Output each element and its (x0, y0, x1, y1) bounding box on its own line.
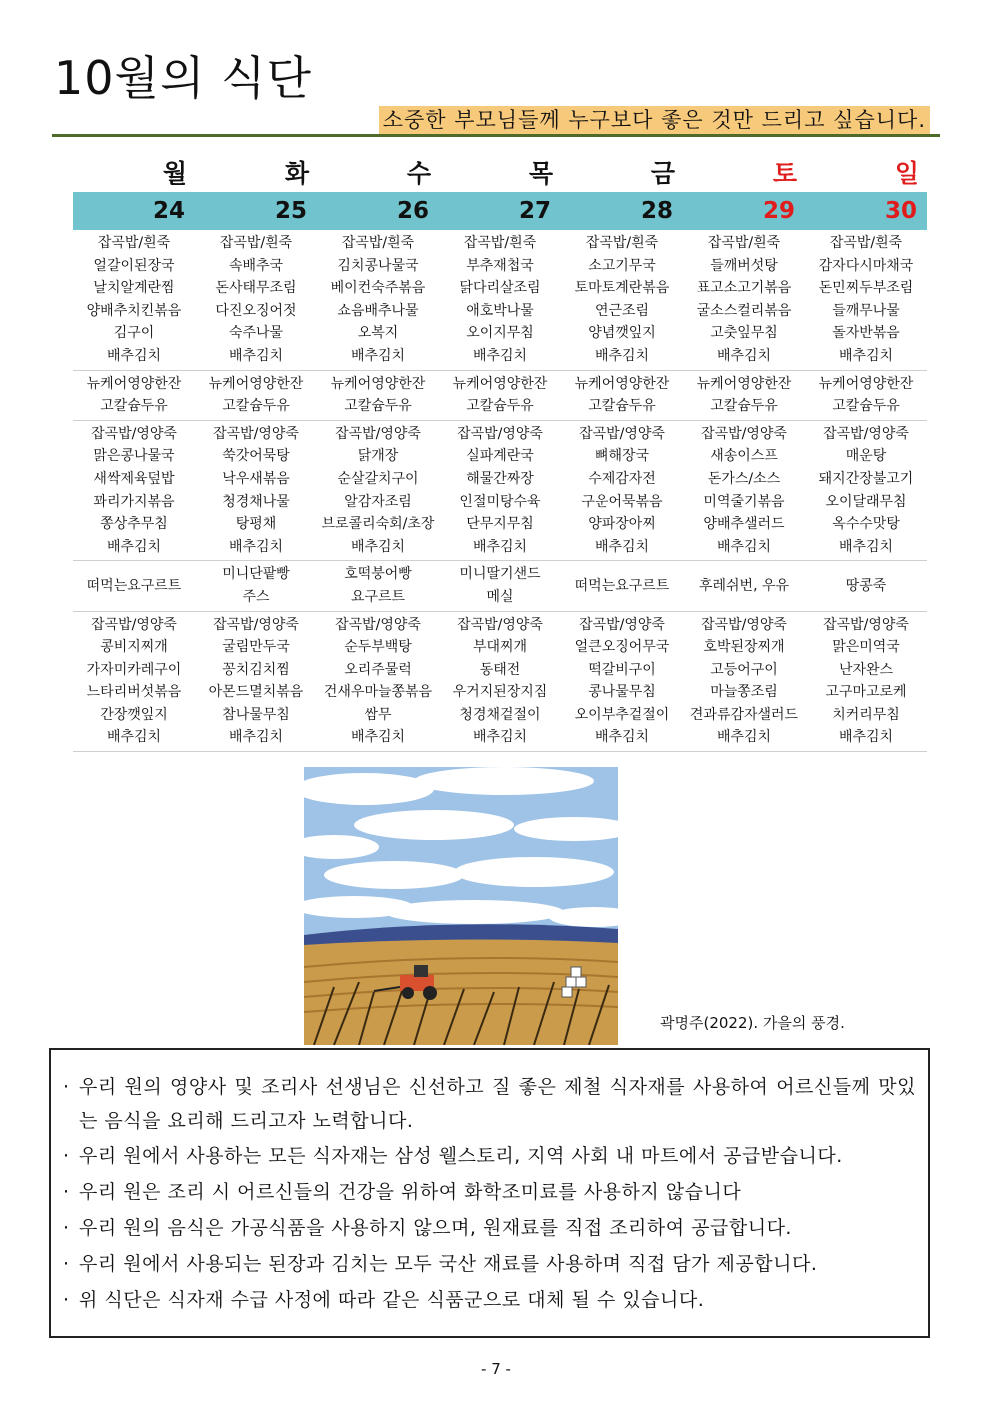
menu-item: 알감자조림 (344, 493, 412, 510)
menu-item: 탕평채 (235, 516, 277, 533)
meal-row-breakfast (73, 230, 927, 370)
menu-item: 고칼슘두유 (100, 398, 168, 415)
note-text: 우리 원은 조리 시 어르신들의 건강을 위하여 화학조미료를 사용하지 않습니다 (79, 1181, 742, 1203)
menu-item: 순두부백탕 (344, 639, 412, 656)
menu-item: 오이지무침 (466, 325, 534, 342)
meal-row-afternoon-snack (73, 561, 927, 611)
menu-item: 배추김치 (472, 729, 528, 746)
menu-cell (317, 611, 439, 752)
menu-item: 구운어묵볶음 (581, 493, 663, 510)
note-text: 우리 원의 영양사 및 조리사 선생님은 신선하고 질 좋은 제철 식자재를 사용하여 어르신들께 맛있는 음식을 요리해 드리고자 노력합니다. (79, 1076, 916, 1132)
menu-item: 잡곡밥/흰죽 (585, 235, 659, 251)
menu-item: 부추재첩국 (466, 257, 534, 274)
day-name-6: 일 (894, 159, 919, 188)
menu-item: 굴림만두국 (222, 639, 290, 656)
autumn-landscape-painting (304, 767, 618, 1045)
menu-cell (561, 611, 683, 752)
menu-item: 고춧잎무침 (710, 325, 778, 342)
menu-cell (73, 420, 195, 561)
menu-item: 호박된장찌개 (703, 639, 785, 656)
menu-item: 땅콩죽 (845, 577, 887, 594)
notes-box (49, 1048, 930, 1338)
note-text: 우리 원의 음식은 가공식품을 사용하지 않으며, 원재료를 직접 조리하여 공급합니다. (79, 1217, 792, 1239)
bullet-icon: · (63, 1076, 70, 1098)
menu-item: 미역줄기볶음 (703, 493, 785, 510)
menu-item: 김치콩나물국 (337, 257, 419, 274)
menu-cell (73, 230, 195, 370)
note-item (65, 1210, 916, 1246)
date-3: 27 (439, 192, 561, 230)
day-name-0: 월 (162, 159, 187, 188)
menu-item: 부대찌개 (472, 639, 528, 656)
menu-item: 배추김치 (716, 538, 772, 555)
menu-item: 잡곡밥/영양죽 (213, 616, 299, 633)
menu-item: 쫑상추무침 (100, 516, 168, 533)
menu-cell (195, 420, 317, 561)
menu-cell (805, 611, 927, 752)
menu-item: 실파계란국 (466, 448, 534, 465)
menu-item: 맑은콩나물국 (93, 448, 175, 465)
menu-item: 고칼슘두유 (588, 398, 656, 415)
menu-item: 고칼슘두유 (222, 398, 290, 415)
menu-item: 감자다시마채국 (818, 257, 914, 274)
bullet-icon: · (63, 1289, 70, 1311)
menu-item: 호떡붕어빵 (344, 566, 412, 583)
menu-cell (805, 561, 927, 611)
menu-item: 뉴케어영양한잔 (818, 375, 914, 392)
menu-cell (805, 370, 927, 420)
menu-item: 양파장아찌 (588, 516, 656, 533)
menu-cell (439, 611, 561, 752)
menu-item: 배추김치 (228, 347, 284, 364)
date-row (73, 192, 927, 230)
menu-item: 후레쉬번, 우유 (698, 577, 790, 594)
day-name-row (73, 152, 927, 192)
menu-item: 양배추치킨볶음 (86, 302, 182, 319)
menu-item: 잡곡밥/흰죽 (97, 235, 171, 251)
menu-item: 배추김치 (350, 729, 406, 746)
menu-item: 잡곡밥/흰죽 (219, 235, 293, 251)
menu-item: 새싹제육덮밥 (93, 470, 175, 487)
note-text: 우리 원에서 사용되는 된장과 김치는 모두 국산 재료를 사용하며 직접 담가 제공합니다. (79, 1253, 818, 1275)
menu-cell (317, 420, 439, 561)
menu-item: 돈사태무조림 (215, 280, 297, 297)
menu-item: 단무지무침 (466, 516, 534, 533)
menu-item: 배추김치 (472, 538, 528, 555)
menu-cell (439, 561, 561, 611)
menu-item: 오복지 (357, 325, 399, 342)
menu-item: 김구이 (113, 325, 155, 342)
menu-item: 순살갈치구이 (337, 470, 419, 487)
menu-item: 양배추샐러드 (703, 516, 785, 533)
menu-item: 아몬드멸치볶음 (208, 684, 304, 701)
menu-item: 돌자반볶음 (832, 325, 900, 342)
menu-item: 인절미탕수육 (459, 493, 541, 510)
menu-item: 연근조림 (594, 302, 650, 319)
menu-item: 돼지간장불고기 (818, 470, 914, 487)
menu-item: 고칼슘두유 (344, 398, 412, 415)
menu-cell (317, 370, 439, 420)
menu-item: 배추김치 (716, 347, 772, 364)
date-2: 26 (317, 192, 439, 230)
menu-item: 낙우새볶음 (222, 470, 290, 487)
note-item (65, 1138, 916, 1174)
menu-cell (561, 420, 683, 561)
menu-item: 배추김치 (106, 729, 162, 746)
bullet-icon: · (63, 1181, 70, 1203)
menu-item: 콩비지찌개 (100, 639, 168, 656)
menu-item: 브로콜리숙회/초장 (321, 516, 435, 533)
date-0: 24 (73, 192, 195, 230)
menu-item: 잡곡밥/영양죽 (213, 425, 299, 442)
menu-item: 메실 (486, 588, 514, 605)
menu-cell (683, 370, 805, 420)
day-name-1: 화 (284, 159, 309, 188)
day-name-2: 수 (406, 159, 431, 188)
menu-item: 콩나물무침 (588, 684, 656, 701)
bullet-icon: · (63, 1253, 70, 1275)
menu-cell (439, 370, 561, 420)
menu-item: 미니단팥빵 (222, 566, 290, 583)
menu-item: 쇼음배추나물 (337, 302, 419, 319)
menu-item: 배추김치 (472, 347, 528, 364)
menu-item: 새송이스프 (710, 448, 778, 465)
menu-cell (683, 230, 805, 370)
note-item (65, 1246, 916, 1282)
menu-item: 표고소고기볶음 (696, 280, 792, 297)
meal-row-morning-snack (73, 370, 927, 420)
menu-item: 닭개장 (357, 448, 399, 465)
menu-item: 가자미카레구이 (86, 661, 182, 678)
menu-cell (73, 561, 195, 611)
menu-item: 쌈무 (364, 706, 392, 723)
menu-item: 배추김치 (228, 538, 284, 555)
menu-item: 수제감자전 (588, 470, 656, 487)
menu-item: 들깨무나물 (832, 302, 900, 319)
menu-item: 떡갈비구이 (588, 661, 656, 678)
tractor-field-illustration (304, 767, 618, 1045)
menu-item: 고칼슘두유 (710, 398, 778, 415)
meal-row-dinner (73, 611, 927, 752)
menu-item: 맑은미역국 (832, 639, 900, 656)
menu-cell (561, 561, 683, 611)
menu-cell (73, 611, 195, 752)
menu-item: 고등어구이 (710, 661, 778, 678)
menu-item: 배추김치 (350, 347, 406, 364)
menu-item: 배추김치 (838, 729, 894, 746)
menu-item: 미니딸기샌드 (459, 566, 541, 583)
menu-item: 잡곡밥/영양죽 (335, 616, 421, 633)
menu-item: 소고기무국 (588, 257, 656, 274)
menu-item: 옥수수맛탕 (832, 516, 900, 533)
menu-item: 뉴케어영양한잔 (208, 375, 304, 392)
menu-item: 청경채겉절이 (459, 706, 541, 723)
menu-item: 잡곡밥/영양죽 (335, 425, 421, 442)
menu-item: 다진오징어젓 (215, 302, 297, 319)
menu-item: 배추김치 (594, 729, 650, 746)
day-name-3: 목 (528, 159, 553, 188)
menu-item: 숙주나물 (228, 325, 284, 342)
date-4: 28 (561, 192, 683, 230)
menu-item: 느타리버섯볶음 (86, 684, 182, 701)
menu-item: 배추김치 (106, 538, 162, 555)
menu-cell (561, 230, 683, 370)
note-text: 위 식단은 식자재 수급 사정에 따라 같은 식품군으로 대체 될 수 있습니다. (79, 1289, 705, 1311)
menu-cell (561, 370, 683, 420)
note-item (65, 1070, 916, 1138)
page-number: - 7 - (481, 1360, 511, 1378)
date-6: 30 (805, 192, 927, 230)
menu-cell (683, 420, 805, 561)
menu-item: 오이부추겉절이 (574, 706, 670, 723)
menu-item: 뉴케어영양한잔 (330, 375, 426, 392)
menu-item: 날치알계란찜 (93, 280, 175, 297)
menu-item: 잡곡밥/영양죽 (91, 425, 177, 442)
menu-cell (195, 370, 317, 420)
menu-item: 견과류감자샐러드 (689, 706, 799, 723)
menu-item: 토마토계란볶음 (574, 280, 670, 297)
menu-item: 잡곡밥/영양죽 (91, 616, 177, 633)
menu-item: 애호박나물 (466, 302, 534, 319)
menu-item: 뉴케어영양한잔 (574, 375, 670, 392)
menu-cell (317, 561, 439, 611)
menu-item: 잡곡밥/영양죽 (579, 616, 665, 633)
menu-cell (683, 611, 805, 752)
menu-item: 떠먹는요구르트 (574, 577, 670, 594)
bullet-icon: · (63, 1217, 70, 1239)
menu-cell (195, 230, 317, 370)
menu-item: 잡곡밥/흰죽 (707, 235, 781, 251)
menu-item: 잡곡밥/흰죽 (829, 235, 903, 251)
date-5: 29 (683, 192, 805, 230)
menu-item: 배추김치 (716, 729, 772, 746)
menu-item: 배추김치 (594, 347, 650, 364)
menu-item: 잡곡밥/흰죽 (463, 235, 537, 251)
menu-item: 주스 (242, 588, 270, 605)
page-subtitle: 소중한 부모님들께 누구보다 좋은 것만 드리고 싶습니다. (379, 106, 930, 134)
note-item (65, 1174, 916, 1210)
menu-item: 오리주물럭 (344, 661, 412, 678)
menu-cell (805, 420, 927, 561)
menu-cell (73, 370, 195, 420)
menu-item: 뼈해장국 (594, 448, 650, 465)
menu-item: 배추김치 (106, 347, 162, 364)
menu-item: 우거지된장지짐 (452, 684, 548, 701)
menu-item: 뉴케어영양한잔 (452, 375, 548, 392)
menu-cell (439, 230, 561, 370)
menu-item: 베이컨숙주볶음 (330, 280, 426, 297)
menu-item: 잡곡밥/흰죽 (341, 235, 415, 251)
menu-cell (317, 230, 439, 370)
notes-list (51, 1050, 928, 1318)
menu-item: 참나물무침 (222, 706, 290, 723)
menu-item: 얼큰오징어무국 (574, 639, 670, 656)
menu-item: 오이달래무침 (825, 493, 907, 510)
date-1: 25 (195, 192, 317, 230)
menu-item: 뉴케어영양한잔 (86, 375, 182, 392)
menu-item: 해물간짜장 (466, 470, 534, 487)
menu-item: 쑥갓어묵탕 (222, 448, 290, 465)
menu-item: 매운탕 (845, 448, 887, 465)
menu-item: 뉴케어영양한잔 (696, 375, 792, 392)
menu-item: 잡곡밥/영양죽 (701, 616, 787, 633)
menu-item: 난자완스 (838, 661, 894, 678)
menu-item: 잡곡밥/영양죽 (701, 425, 787, 442)
menu-cell (805, 230, 927, 370)
painting-caption: 곽명주(2022). 가을의 풍경. (660, 1014, 845, 1032)
menu-item: 잡곡밥/영양죽 (457, 425, 543, 442)
meal-row-lunch (73, 420, 927, 561)
menu-cell (195, 611, 317, 752)
menu-item: 고구마고로케 (825, 684, 907, 701)
menu-item: 잡곡밥/영양죽 (823, 616, 909, 633)
menu-item: 들깨버섯탕 (710, 257, 778, 274)
menu-cell (195, 561, 317, 611)
menu-item: 마늘쫑조림 (710, 684, 778, 701)
menu-item: 양념깻잎지 (588, 325, 656, 342)
menu-item: 닭다리살조림 (459, 280, 541, 297)
menu-item: 고칼슘두유 (466, 398, 534, 415)
menu-cell (683, 561, 805, 611)
day-name-4: 금 (650, 159, 675, 188)
menu-item: 잡곡밥/영양죽 (457, 616, 543, 633)
menu-item: 떠먹는요구르트 (86, 577, 182, 594)
menu-item: 꽁치김치찜 (222, 661, 290, 678)
note-item (65, 1282, 916, 1318)
menu-item: 돈가스/소스 (707, 470, 781, 487)
menu-item: 잡곡밥/영양죽 (823, 425, 909, 442)
menu-item: 간장깻잎지 (100, 706, 168, 723)
menu-item: 속배추국 (228, 257, 284, 274)
menu-item: 배추김치 (594, 538, 650, 555)
menu-item: 청경채나물 (222, 493, 290, 510)
menu-item: 건새우마늘쫑볶음 (323, 684, 433, 701)
note-text: 우리 원에서 사용하는 모든 식자재는 삼성 웰스토리, 지역 사회 내 마트에서 공급받습니다. (79, 1145, 843, 1167)
menu-item: 잡곡밥/영양죽 (579, 425, 665, 442)
menu-item: 배추김치 (350, 538, 406, 555)
menu-item: 배추김치 (228, 729, 284, 746)
menu-item: 꽈리가지볶음 (93, 493, 175, 510)
menu-table (73, 152, 927, 752)
menu-item: 배추김치 (838, 347, 894, 364)
menu-item: 배추김치 (838, 538, 894, 555)
menu-item: 얼갈이된장국 (93, 257, 175, 274)
menu-item: 굴소스컬리볶음 (696, 302, 792, 319)
menu-item: 돈민찌두부조림 (818, 280, 914, 297)
menu-item: 고칼슘두유 (832, 398, 900, 415)
title-divider (52, 134, 940, 137)
menu-item: 치커리무침 (832, 706, 900, 723)
menu-item: 동태전 (479, 661, 521, 678)
menu-item: 요구르트 (350, 588, 406, 605)
meal-body (73, 230, 927, 752)
menu-cell (439, 420, 561, 561)
bullet-icon: · (63, 1145, 70, 1167)
day-name-5: 토 (772, 159, 797, 188)
page-title: 10월의 식단 (54, 51, 312, 105)
